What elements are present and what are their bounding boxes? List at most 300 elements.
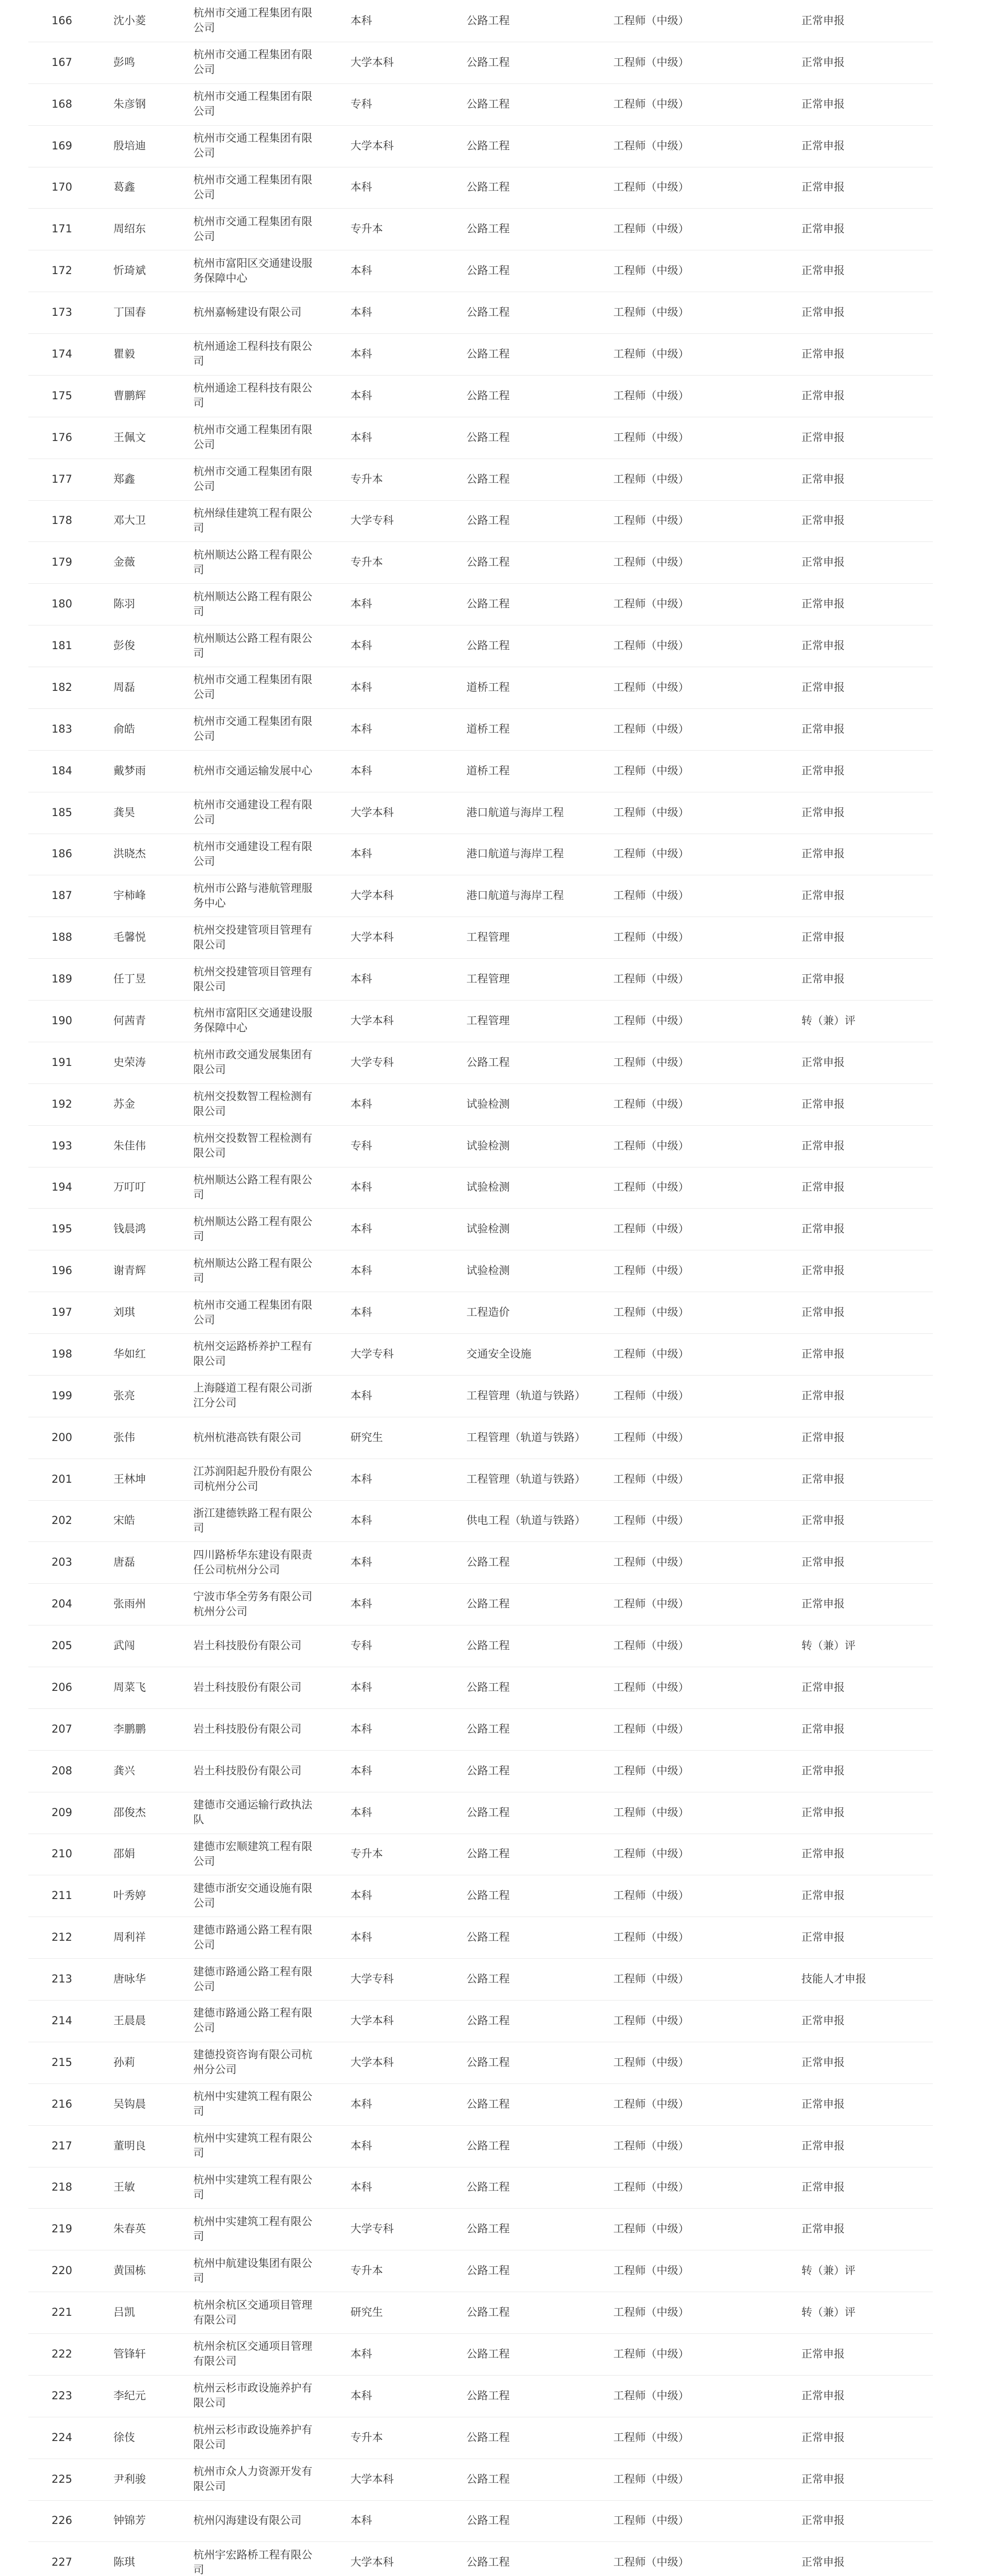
specialty: 港口航道与海岸工程 [466,806,564,819]
application-type: 正常申报 [801,1722,845,1735]
applicant-name: 吴钩晨 [113,2097,146,2110]
education: 本科 [350,1514,372,1527]
education: 专升本 [350,2264,383,2277]
application-type: 正常申报 [801,1598,845,1611]
application-type: 正常申报 [801,1931,845,1944]
applicant-name: 金薇 [113,556,135,569]
title-level: 工程师（中级） [613,1264,689,1277]
table-row [28,2250,933,2292]
title-level: 工程师（中级） [613,1472,689,1485]
application-type: 正常申报 [801,1056,845,1069]
specialty: 公路工程 [466,181,510,194]
row-number: 169 [52,139,73,152]
employer: 杭州绿佳建筑工程有限公司 [193,506,312,534]
application-type: 正常申报 [801,56,845,69]
applicant-name: 戴梦雨 [113,764,146,777]
table-row [28,541,933,584]
education: 本科 [350,1889,372,1902]
employer: 杭州中实建筑工程有限公司 [193,2132,312,2160]
row-number: 201 [52,1472,73,1485]
education: 本科 [350,1806,372,1819]
applicant-name: 管锋轩 [113,2347,146,2360]
table-row [28,1875,933,1917]
title-level: 工程师（中级） [613,806,689,819]
specialty: 公路工程 [466,2556,510,2569]
employer: 岩土科技股份有限公司 [193,1764,301,1777]
application-type: 正常申报 [801,389,845,402]
employer: 杭州交投建管项目管理有限公司 [193,965,312,993]
employer: 杭州市交通工程集团有限公司 [193,465,312,493]
applicant-name: 陈羽 [113,598,135,611]
employer: 杭州顺达公路工程有限公司 [193,1257,312,1284]
specialty: 工程管理（轨道与铁路） [466,1472,585,1485]
employer: 建德市路通公路工程有限公司 [193,1923,312,1951]
application-type: 正常申报 [801,347,845,360]
row-number: 209 [52,1806,73,1819]
applicant-name: 洪晓杰 [113,848,146,860]
specialty: 公路工程 [466,2347,510,2360]
application-type: 技能人才申报 [801,1973,866,1986]
application-type: 正常申报 [801,1389,845,1402]
row-number: 186 [52,848,73,860]
employer: 岩土科技股份有限公司 [193,1639,301,1652]
employer: 杭州市交通工程集团有限公司 [193,132,312,160]
education: 专科 [350,97,372,110]
row-number: 222 [52,2347,73,2360]
specialty: 港口航道与海岸工程 [466,848,564,860]
application-type: 正常申报 [801,556,845,569]
applicant-name: 郑鑫 [113,472,135,485]
row-number: 200 [52,1431,73,1444]
row-number: 166 [52,14,73,27]
row-number: 190 [52,1014,73,1027]
specialty: 公路工程 [466,2139,510,2152]
row-number: 175 [52,389,73,402]
education: 本科 [350,722,372,735]
specialty: 公路工程 [466,2264,510,2277]
applicant-name: 何茜青 [113,1014,146,1027]
table-row [28,375,933,417]
education: 本科 [350,2097,372,2110]
row-number: 219 [52,2223,73,2235]
applicant-name: 黄国栋 [113,2264,146,2277]
title-level: 工程师（中级） [613,1973,689,1986]
education: 本科 [350,848,372,860]
title-level: 工程师（中级） [613,639,689,652]
title-level: 工程师（中级） [613,347,689,360]
specialty: 公路工程 [466,97,510,110]
applicant-name: 忻琦斌 [113,264,146,277]
title-level: 工程师（中级） [613,1681,689,1693]
employer: 杭州嘉畅建设有限公司 [193,306,301,319]
specialty: 交通安全设施 [466,1347,531,1360]
table-row [28,1208,933,1250]
row-number: 173 [52,306,73,319]
table-row [28,792,933,834]
application-type: 正常申报 [801,1806,845,1819]
employer: 杭州中航建设集团有限公司 [193,2257,312,2284]
education: 本科 [350,1931,372,1944]
title-level: 工程师（中级） [613,2181,689,2194]
education: 本科 [350,2347,372,2360]
application-type: 正常申报 [801,1514,845,1527]
specialty: 公路工程 [466,306,510,319]
education: 大学本科 [350,1014,394,1027]
specialty: 试验检测 [466,1097,510,1110]
specialty: 公路工程 [466,1681,510,1693]
title-level: 工程师（中级） [613,14,689,27]
employer: 岩土科技股份有限公司 [193,1681,301,1693]
employer: 建德市宏顺建筑工程有限公司 [193,1840,312,1868]
applicant-name: 张雨州 [113,1598,146,1611]
title-level: 工程师（中级） [613,1889,689,1902]
specialty: 公路工程 [466,431,510,444]
applicant-name: 武闯 [113,1639,135,1652]
row-number: 189 [52,973,73,986]
table-row [28,2292,933,2334]
title-level: 工程师（中级） [613,472,689,485]
row-number: 211 [52,1889,73,1902]
application-type: 正常申报 [801,2389,845,2402]
title-level: 工程师（中级） [613,264,689,277]
applicant-name: 徐伎 [113,2431,135,2444]
table-row [28,1125,933,1167]
employer: 杭州市交通工程集团有限公司 [193,423,312,451]
application-type: 正常申报 [801,889,845,902]
table-row [28,250,933,292]
row-number: 176 [52,431,73,444]
row-number: 221 [52,2306,73,2319]
application-type: 正常申报 [801,848,845,860]
table-row [28,2459,933,2501]
specialty: 供电工程（轨道与铁路） [466,1514,585,1527]
row-number: 197 [52,1306,73,1319]
applicant-name: 朱春英 [113,2223,146,2235]
applicant-name: 李纪元 [113,2389,146,2402]
employer: 杭州市交通工程集团有限公司 [193,173,312,201]
title-level: 工程师（中级） [613,1764,689,1777]
specialty: 港口航道与海岸工程 [466,889,564,902]
application-type: 正常申报 [801,1431,845,1444]
employer: 杭州中实建筑工程有限公司 [193,2215,312,2243]
title-level: 工程师（中级） [613,1848,689,1860]
application-type: 正常申报 [801,2556,845,2569]
specialty: 公路工程 [466,389,510,402]
applicant-name: 宇柿峰 [113,889,146,902]
education: 本科 [350,1264,372,1277]
specialty: 公路工程 [466,223,510,235]
row-number: 188 [52,931,73,944]
table-row [28,2000,933,2042]
applicant-name: 尹利骏 [113,2472,146,2485]
row-number: 215 [52,2056,73,2069]
specialty: 工程造价 [466,1306,510,1319]
applicant-name: 朱彦钢 [113,97,146,110]
education: 专科 [350,1139,372,1152]
application-type: 正常申报 [801,1556,845,1569]
applicant-name: 邓大卫 [113,514,146,527]
application-type: 正常申报 [801,2223,845,2235]
specialty: 公路工程 [466,1556,510,1569]
education: 专升本 [350,1848,383,1860]
education: 专升本 [350,223,383,235]
application-type: 正常申报 [801,1889,845,1902]
table-row [28,1250,933,1292]
title-level: 工程师（中级） [613,1806,689,1819]
application-type: 正常申报 [801,806,845,819]
applicant-name: 沈小菱 [113,14,146,27]
title-level: 工程师（中级） [613,1014,689,1027]
table-row [28,208,933,250]
title-level: 工程师（中级） [613,931,689,944]
specialty: 工程管理 [466,1014,510,1027]
application-type: 正常申报 [801,639,845,652]
specialty: 道桥工程 [466,764,510,777]
specialty: 公路工程 [466,1931,510,1944]
employer: 杭州市众人力资源开发有限公司 [193,2465,312,2493]
title-level: 工程师（中级） [613,181,689,194]
row-number: 179 [52,556,73,569]
table-row [28,1042,933,1084]
title-level: 工程师（中级） [613,2347,689,2360]
application-type: 正常申报 [801,2056,845,2069]
specialty: 公路工程 [466,2223,510,2235]
applicant-name: 龚昊 [113,806,135,819]
table-row [28,2375,933,2417]
title-level: 工程师（中级） [613,1389,689,1402]
applicant-name: 王林坤 [113,1472,146,1485]
row-number: 202 [52,1514,73,1527]
education: 本科 [350,973,372,986]
specialty: 公路工程 [466,1722,510,1735]
title-level: 工程师（中级） [613,1639,689,1652]
title-level: 工程师（中级） [613,1514,689,1527]
row-number: 204 [52,1598,73,1611]
education: 本科 [350,598,372,611]
education: 研究生 [350,1431,383,1444]
title-level: 工程师（中级） [613,2056,689,2069]
row-number: 184 [52,764,73,777]
applicant-name: 王佩文 [113,431,146,444]
education: 本科 [350,1097,372,1110]
employer: 杭州市交通工程集团有限公司 [193,7,312,35]
table-row [28,167,933,209]
title-level: 工程师（中级） [613,2139,689,2152]
row-number: 194 [52,1181,73,1194]
employer: 杭州市交通工程集团有限公司 [193,673,312,701]
title-level: 工程师（中级） [613,1223,689,1235]
row-number: 196 [52,1264,73,1277]
table-row [28,2417,933,2459]
applicant-name: 瞿毅 [113,347,135,360]
row-number: 217 [52,2139,73,2152]
application-type: 正常申报 [801,472,845,485]
applicant-name: 毛馨悦 [113,931,146,944]
application-type: 正常申报 [801,2347,845,2360]
application-type: 正常申报 [801,2139,845,2152]
title-level: 工程师（中级） [613,1431,689,1444]
applicant-name: 吕凯 [113,2306,135,2319]
table-row [28,1750,933,1792]
application-type: 正常申报 [801,431,845,444]
table-row [28,459,933,501]
employer: 建德投资咨询有限公司杭州分公司 [193,2048,312,2076]
applicant-name: 董明良 [113,2139,146,2152]
title-level: 工程师（中级） [613,2556,689,2569]
application-type: 转（兼）评 [801,1639,855,1652]
table-row [28,1333,933,1376]
table-row [28,1917,933,1959]
application-type: 正常申报 [801,1681,845,1693]
application-type: 正常申报 [801,1306,845,1319]
employer: 杭州市政交通发展集团有限公司 [193,1048,312,1076]
row-number: 218 [52,2181,73,2194]
title-level: 工程师（中级） [613,389,689,402]
title-level: 工程师（中级） [613,431,689,444]
specialty: 道桥工程 [466,681,510,693]
table-row [28,708,933,751]
applicant-name: 朱佳伟 [113,1139,146,1152]
applicant-name: 史荣涛 [113,1056,146,1069]
table-row [28,1167,933,1209]
title-level: 工程师（中级） [613,56,689,69]
specialty: 工程管理 [466,973,510,986]
table-row [28,1292,933,1334]
employer: 杭州中实建筑工程有限公司 [193,2173,312,2201]
employer: 建德市路通公路工程有限公司 [193,2007,312,2035]
application-type: 转（兼）评 [801,2264,855,2277]
application-type: 正常申报 [801,1848,845,1860]
application-type: 正常申报 [801,973,845,986]
education: 本科 [350,1598,372,1611]
table-row [28,583,933,625]
row-number: 167 [52,56,73,69]
applicant-name: 万叮叮 [113,1181,146,1194]
table-row [28,2333,933,2376]
table-row [28,1792,933,1834]
application-type: 正常申报 [801,722,845,735]
employer: 杭州市富阳区交通建设服务保障中心 [193,257,312,284]
education: 大学本科 [350,2472,394,2485]
specialty: 试验检测 [466,1139,510,1152]
employer: 岩土科技股份有限公司 [193,1722,301,1735]
education: 本科 [350,1722,372,1735]
row-number: 191 [52,1056,73,1069]
row-number: 178 [52,514,73,527]
title-level: 工程师（中级） [613,2097,689,2110]
employer: 杭州顺达公路工程有限公司 [193,1215,312,1243]
employer: 杭州市交通工程集团有限公司 [193,715,312,743]
employer: 江苏润阳起升股份有限公司杭州分公司 [193,1465,312,1493]
table-row [28,1375,933,1417]
specialty: 公路工程 [466,2056,510,2069]
row-number: 172 [52,264,73,277]
application-type: 正常申报 [801,598,845,611]
employer: 杭州宇宏路桥工程有限公司 [193,2548,312,2576]
application-type: 正常申报 [801,264,845,277]
row-number: 198 [52,1347,73,1360]
specialty: 公路工程 [466,1598,510,1611]
row-number: 170 [52,181,73,194]
row-number: 223 [52,2389,73,2402]
employer: 杭州通途工程科技有限公司 [193,340,312,368]
table-row [28,333,933,376]
employer: 杭州交投数智工程检测有限公司 [193,1090,312,1118]
title-level: 工程师（中级） [613,764,689,777]
education: 大学本科 [350,2056,394,2069]
row-number: 182 [52,681,73,693]
table-row [28,917,933,959]
specialty: 公路工程 [466,2514,510,2527]
row-number: 193 [52,1139,73,1152]
education: 本科 [350,1306,372,1319]
employer: 杭州余杭区交通项目管理有限公司 [193,2340,312,2368]
application-type: 正常申报 [801,2014,845,2027]
title-level: 工程师（中级） [613,2014,689,2027]
employer: 杭州交运路桥养护工程有限公司 [193,1340,312,1368]
application-type: 正常申报 [801,97,845,110]
employer: 杭州云杉市政设施养护有限公司 [193,2382,312,2410]
specialty: 公路工程 [466,2014,510,2027]
title-level: 工程师（中级） [613,1722,689,1735]
table-row [28,1583,933,1625]
application-type: 正常申报 [801,139,845,152]
employer: 杭州交投建管项目管理有限公司 [193,923,312,951]
employer: 杭州市交通建设工程有限公司 [193,799,312,826]
applicant-name: 龚兴 [113,1764,135,1777]
applicant-name: 李鹏鹏 [113,1722,146,1735]
applicant-name: 陈琪 [113,2556,135,2569]
row-number: 220 [52,2264,73,2277]
table-row [28,2500,933,2543]
table-row [28,1708,933,1751]
education: 大学专科 [350,1973,394,1986]
education: 本科 [350,639,372,652]
specialty: 公路工程 [466,14,510,27]
employer: 杭州闪海建设有限公司 [193,2514,301,2527]
applicant-name: 彭俊 [113,639,135,652]
employer: 杭州云杉市政设施养护有限公司 [193,2424,312,2451]
specialty: 试验检测 [466,1223,510,1235]
specialty: 公路工程 [466,514,510,527]
row-number: 205 [52,1639,73,1652]
education: 本科 [350,1556,372,1569]
table-row [28,42,933,84]
table-row [28,1417,933,1459]
table-row [28,2125,933,2167]
specialty: 公路工程 [466,1848,510,1860]
education: 本科 [350,1223,372,1235]
applicant-name: 钱晨鸿 [113,1223,146,1235]
employer: 杭州顺达公路工程有限公司 [193,1173,312,1201]
row-number: 226 [52,2514,73,2527]
table-row [28,292,933,334]
title-level: 工程师（中级） [613,97,689,110]
application-type: 正常申报 [801,306,845,319]
application-type: 正常申报 [801,514,845,527]
table-row [28,958,933,1001]
application-type: 正常申报 [801,2181,845,2194]
education: 本科 [350,2139,372,2152]
title-level: 工程师（中级） [613,1056,689,1069]
applicant-name: 谢青辉 [113,1264,146,1277]
title-level: 工程师（中级） [613,2472,689,2485]
application-type: 正常申报 [801,223,845,235]
education: 大学专科 [350,514,394,527]
application-type: 正常申报 [801,2431,845,2444]
row-number: 180 [52,598,73,611]
row-number: 225 [52,2472,73,2485]
